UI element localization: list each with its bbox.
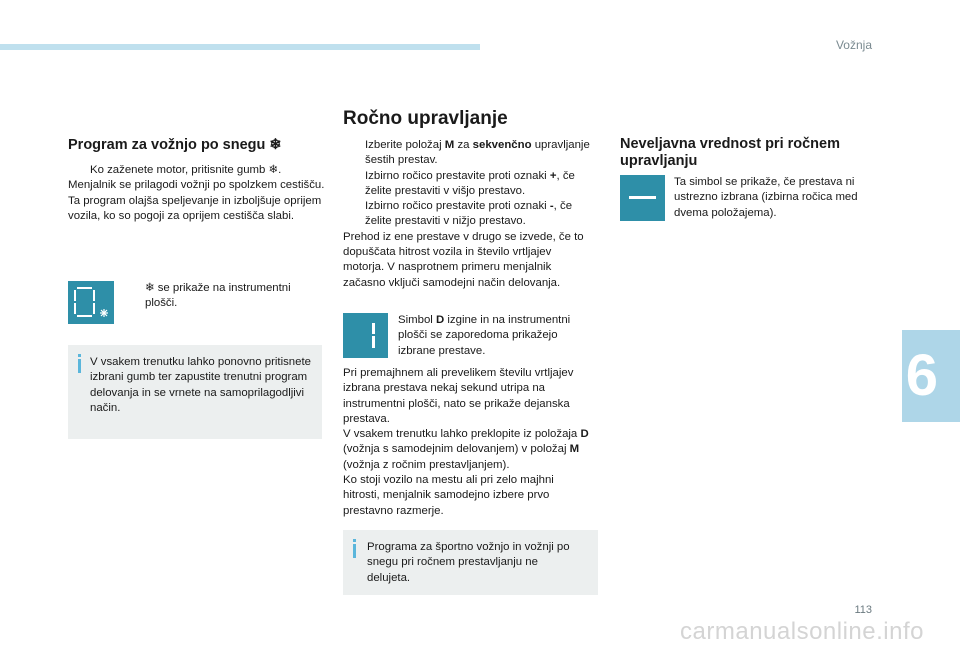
info-note: Programa za športno vožnjo in vožnji po snegu pri ročnem prestavljanju ne delujeta. (343, 530, 598, 595)
column-snow-program (68, 137, 326, 224)
manual-heading: Ročno upravljanje (343, 108, 508, 129)
info-icon (78, 359, 81, 373)
header-bar (0, 44, 480, 50)
column-manual (343, 108, 593, 291)
snow-icon-caption: ❄ se prikaže na instrumentni plošči. (145, 282, 291, 310)
watermark: carmanualsonline.info (680, 618, 924, 645)
paragraph: Pri premajhnem ali prevelikem številu vrtljajev izbrana prestava nekaj sekund utripa na instrumentni plošči, nato se prikaže dejanska prestava. (343, 367, 574, 425)
gear-icon-caption: Simbol D izgine in na instrumentni plošči se zaporedoma prikažejo izbrane prestave. (398, 314, 571, 357)
bullet-item: Izberite položaj M za sekvenčno upravljanje šestih prestav. (365, 139, 590, 167)
bullet-item: Izbirno ročico prestavite proti oznaki -, če želite prestaviti v nižjo prestavo. (365, 200, 573, 228)
info-note: V vsakem trenutku lahko ponovno pritisnete izbrani gumb ter zapustite trenutni program delovanja in se vrnete na samoprilagodljivi način. (68, 345, 322, 439)
invalid-gear-icon (620, 175, 665, 221)
column-manual-cont (343, 366, 593, 519)
bullet-item: Ko zaženete motor, pritisnite gumb ❄. (90, 164, 282, 176)
invalid-heading: Neveljavna vrednost pri ročnem upravljanju (620, 136, 840, 169)
invalid-icon-caption: Ta simbol se prikaže, če prestava ni ustrezno izbrana (izbirna ročica med dvema položajema). (674, 176, 858, 219)
paragraph: Ta program olajša speljevanje in izboljšuje oprijem vozila, ko so pogoji za oprijem cestišča slabi. (68, 194, 322, 222)
gear-display-icon (343, 313, 388, 358)
paragraph: Menjalnik se prilagodi vožnji po spolzkem cestišču. (68, 179, 325, 192)
paragraph: Ko stoji vozilo na mestu ali pri zelo majhni hitrosti, menjalnik samodejno izbere prvo prestavno razmerje. (343, 474, 554, 517)
paragraph: Prehod iz ene prestave v drugo se izvede, če to dopuščata hitrost vozila in število vrtljajev motorja. V nasprotnem primeru menjalnik začasno vključi samodejni način delovanja. (343, 230, 584, 289)
bullet-item: Izbirno ročico prestavite proti oznaki +, če želite prestaviti v višjo prestavo. (365, 169, 575, 197)
chapter-number: 6 (905, 343, 938, 408)
column-invalid (620, 136, 880, 170)
snow-display-icon (68, 281, 114, 324)
page-number: 113 (854, 604, 872, 616)
snow-program-heading: Program za vožnjo po snegu ❄ (68, 137, 282, 153)
info-icon (353, 544, 356, 558)
paragraph: V vsakem trenutku lahko preklopite iz položaja D (vožnja s samodejnim delovanjem) v položaj M (vožnja z ročnim prestavljanjem). (343, 428, 589, 471)
section-title: Vožnja (835, 38, 872, 52)
